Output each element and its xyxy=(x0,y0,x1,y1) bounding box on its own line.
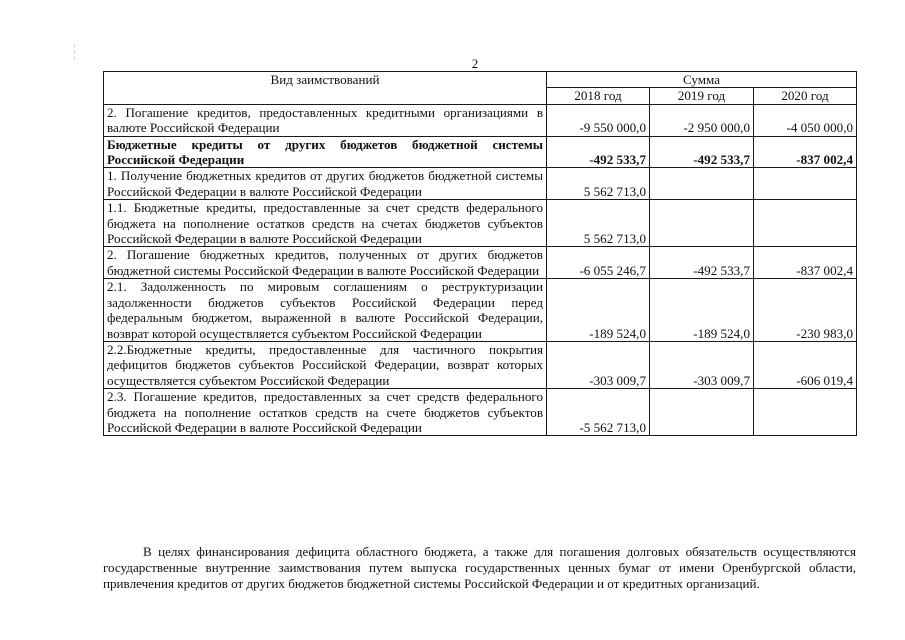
page-number: 2 xyxy=(471,56,479,71)
header-year-2019: 2019 год xyxy=(650,88,754,104)
table-row xyxy=(104,104,857,136)
row-description: 2.3. Погашение кредитов, предоставленных за счет средств федерального бюджета на пополнение остатков средств на счете бюджетов субъектов Российской Федерации в валюте Российской Федерации xyxy=(104,389,547,436)
row-description: 2.1. Задолженность по мировым соглашениям о реструктуризации задолженности бюджетов субъектов Российской Федерации перед федеральным бюджетом, выраженной в валюте Российской Федерации, возврат которой осуществляется субъектом Российской Федерации xyxy=(104,279,547,342)
body-paragraph: В целях финансирования дефицита областного бюджета, а также для погашения долговых обязательств осуществляются государственные внутренние заимствования путем выпуска государственных ценных бумаг от имени Оренбургской области, привлечения кредитов от других бюджетов бюджетной системы Российской Федерации и от кредитных организаций. xyxy=(103,544,856,591)
header-year-2020: 2020 год xyxy=(754,88,857,104)
table-row-section-total xyxy=(104,136,857,168)
value-2020 xyxy=(754,389,857,436)
value-2018: -6 055 246,7 xyxy=(547,247,650,279)
value-2020: -230 983,0 xyxy=(754,279,857,342)
table-row xyxy=(104,279,857,342)
value-2018: -9 550 000,0 xyxy=(547,104,650,136)
value-2019 xyxy=(650,389,754,436)
table-row xyxy=(104,200,857,247)
row-description: 2. Погашение бюджетных кредитов, полученных от других бюджетов бюджетной системы Российской Федерации в валюте Российской Федерации xyxy=(104,247,547,279)
table-header-row xyxy=(104,72,857,88)
margin-marks: · · · xyxy=(73,42,76,63)
value-2019: -492 533,7 xyxy=(650,136,754,168)
value-2020: -606 019,4 xyxy=(754,341,857,388)
header-year-2018: 2018 год xyxy=(547,88,650,104)
value-2020: -837 002,4 xyxy=(754,247,857,279)
table-row xyxy=(104,341,857,388)
value-2020: -4 050 000,0 xyxy=(754,104,857,136)
value-2018: -303 009,7 xyxy=(547,341,650,388)
row-description: 1.1. Бюджетные кредиты, предоставленные за счет средств федерального бюджета на пополнение остатков средств на счетах бюджетов субъектов Российской Федерации в валюте Российской Федерации xyxy=(104,200,547,247)
row-description: 2.2.Бюджетные кредиты, предоставленные для частичного покрытия дефицитов бюджетов субъектов Российской Федерации, возврат которых осуществляется субъектом Российской Федерации xyxy=(104,341,547,388)
value-2019: -2 950 000,0 xyxy=(650,104,754,136)
table-row xyxy=(104,168,857,200)
row-description: 1. Получение бюджетных кредитов от других бюджетов бюджетной системы Российской Федерации в валюте Российской Федерации xyxy=(104,168,547,200)
value-2020: -837 002,4 xyxy=(754,136,857,168)
header-sum: Сумма xyxy=(547,72,857,88)
borrowings-table xyxy=(103,71,857,436)
value-2019: -303 009,7 xyxy=(650,341,754,388)
table-row xyxy=(104,247,857,279)
header-borrowing-type: Вид заимствований xyxy=(104,72,547,105)
row-description: 2. Погашение кредитов, предоставленных кредитными организациями в валюте Российской Федерации xyxy=(104,104,547,136)
value-2018: 5 562 713,0 xyxy=(547,168,650,200)
value-2018: 5 562 713,0 xyxy=(547,200,650,247)
value-2019 xyxy=(650,168,754,200)
value-2018: -189 524,0 xyxy=(547,279,650,342)
value-2018: -5 562 713,0 xyxy=(547,389,650,436)
value-2019: -492 533,7 xyxy=(650,247,754,279)
value-2020 xyxy=(754,200,857,247)
value-2020 xyxy=(754,168,857,200)
value-2019: -189 524,0 xyxy=(650,279,754,342)
table-row xyxy=(104,389,857,436)
value-2018: -492 533,7 xyxy=(547,136,650,168)
row-description: Бюджетные кредиты от других бюджетов бюджетной системы Российской Федерации xyxy=(104,136,547,168)
value-2019 xyxy=(650,200,754,247)
